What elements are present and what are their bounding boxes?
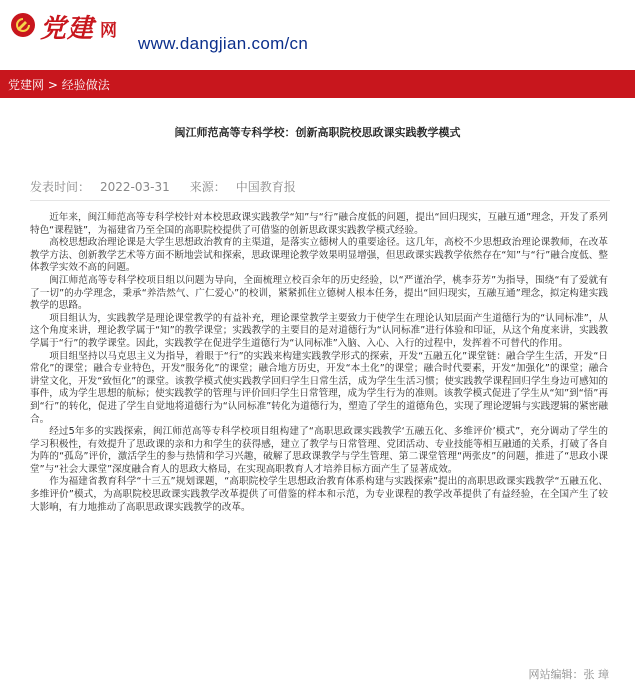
breadcrumb-separator: > (44, 78, 62, 92)
breadcrumb-section-link[interactable]: 经验做法 (61, 78, 110, 92)
source-name: 中国教育报 (235, 180, 296, 194)
source-info (190, 180, 306, 194)
article-paragraph: 闽江师范高等专科学校项目组以问题为导向，全面梳理立校百余年的历史经验，以“严谨治学，桃李芬芳”为指导，围绕“有了爱就有了一切”的办学理念，秉承“养浩然气、广仁爱心”的校训，紧紧抓住立德树人根本任务，提出“回归现实，互融互通”理念，拟定构建实践教学的思路。 (30, 274, 608, 312)
site-logo[interactable]: 党建 (40, 14, 95, 44)
breadcrumb-bar (0, 70, 635, 98)
article-body (30, 212, 608, 514)
article-paragraph: 经过5年多的实践探索，闽江师范高等专科学校项目组构建了“高职思政课实践教学‘五融五化、多维评价’模式”，充分调动了学生的学习积极性，有效提升了思政课的亲和力和学生的获得感，建立了教学与日常管理、党团活动、专业技能等相互融通的关系，打破了各自为阵的“孤岛”评价，激活学生的参与热情和学习兴趣，破解了思政课教学与学生管理、第二课堂管理“两张皮”的问题，推进了“思政小课堂”与“社会大课堂”深度融合育人的思政大格局，在实现高职教育人才培养目标方面产生了显著成效。 (30, 426, 608, 475)
site-url-link[interactable]: www.dangjian.com/cn (138, 34, 309, 53)
site-logo-sub: 网 (100, 21, 117, 41)
article-paragraph: 项目组认为，实践教学是理论课堂教学的有益补充，理论课堂教学主要致力于使学生在理论认知层面产生道德行为的“认同标准”，从这个角度来讲，理论教学属于“知”的教学课堂；实践教学的主要目的是对道德行为“认同标准”进行体验和印证，从这个角度来讲，实践教学属于“行”的教学课堂。因此，实践教学在促进学生道德行为“认同标准”入脑、入心、入行的过程中，发挥着不可替代的作用。 (30, 312, 608, 349)
meta-divider (30, 200, 610, 201)
editor-credit (529, 666, 610, 682)
editor-name: 张 璋 (583, 668, 609, 681)
article-title: 闽江师范高等专科学校：创新高职院校思政课实践教学模式 (174, 126, 461, 139)
publish-date: 2022-03-31 (100, 180, 170, 194)
article-paragraph: 近年来，闽江师范高等专科学校针对本校思政课实践教学“知”与“行”融合度低的问题，提出“回归现实，互融互通”理念，开发了系列特色“课程链”，为福建省乃至全国的高职院校提供了可借鉴的创新思政课实践教学模式经验。 (30, 212, 608, 236)
party-emblem-icon (10, 12, 36, 38)
article-paragraph: 高校思想政治理论课是大学生思想政治教育的主渠道，是落实立德树人的重要途径。这几年，高校不少思想政治理论课教师，在改革教学方法、创新教学艺术等方面不断地尝试和探索，思政课理论教学效果明显增强，但思政课实践教学依然存在“知”与“行”融合度低、整体教学实效不高的问题。 (30, 237, 608, 274)
breadcrumb (8, 76, 110, 93)
article-paragraph: 项目组坚持以马克思主义为指导，着眼于“行”的实践来构建实践教学形式的探索，开发“五融五化”课堂链：融合学生生活，开发“日常化”的课堂；融合专业特色，开发“服务化”的课堂；融合地方历史，开发“本土化”的课堂；融合时代要素，开发“加强化”的课堂；融合讲堂文化，开发“致恒化”的课堂。该教学模式使实践教学回归学生日常生活，成为学生生活习惯；使实践教学课程回归学生身边可感知的事件，成为学生思想的航标；使实践教学的管理与评价回归学生日常管理，成为学生行为的准则。该教学模式促进了学生从“知”到“悟”再到“行”的转化，促进了学生自觉地将道德行为“认同标准”转化为道德行为，塑造了学生的道德角色，实现了理论逻辑与实践逻辑的紧密融合。 (30, 350, 608, 425)
publish-info (30, 180, 180, 194)
article-paragraph: 作为福建省教育科学“十三五”规划课题，“高职院校学生思想政治教育体系构建与实践探索”提出的高职思政课实践教学“五融五化、多维评价”模式，为高职院校思政课实践教学改革提供了可借鉴的样本和示范，为专业课程的教学改革提供了有益经验，在全国产生了较大影响，有力地推动了高职思政课实践教学的改革。 (30, 476, 608, 513)
article-meta (30, 178, 316, 195)
source-label: 来源： (189, 180, 226, 194)
breadcrumb-home-link[interactable]: 党建网 (8, 78, 45, 92)
editor-label: 网站编辑： (528, 668, 584, 681)
site-header (0, 0, 635, 70)
publish-label: 发表时间： (30, 180, 91, 194)
